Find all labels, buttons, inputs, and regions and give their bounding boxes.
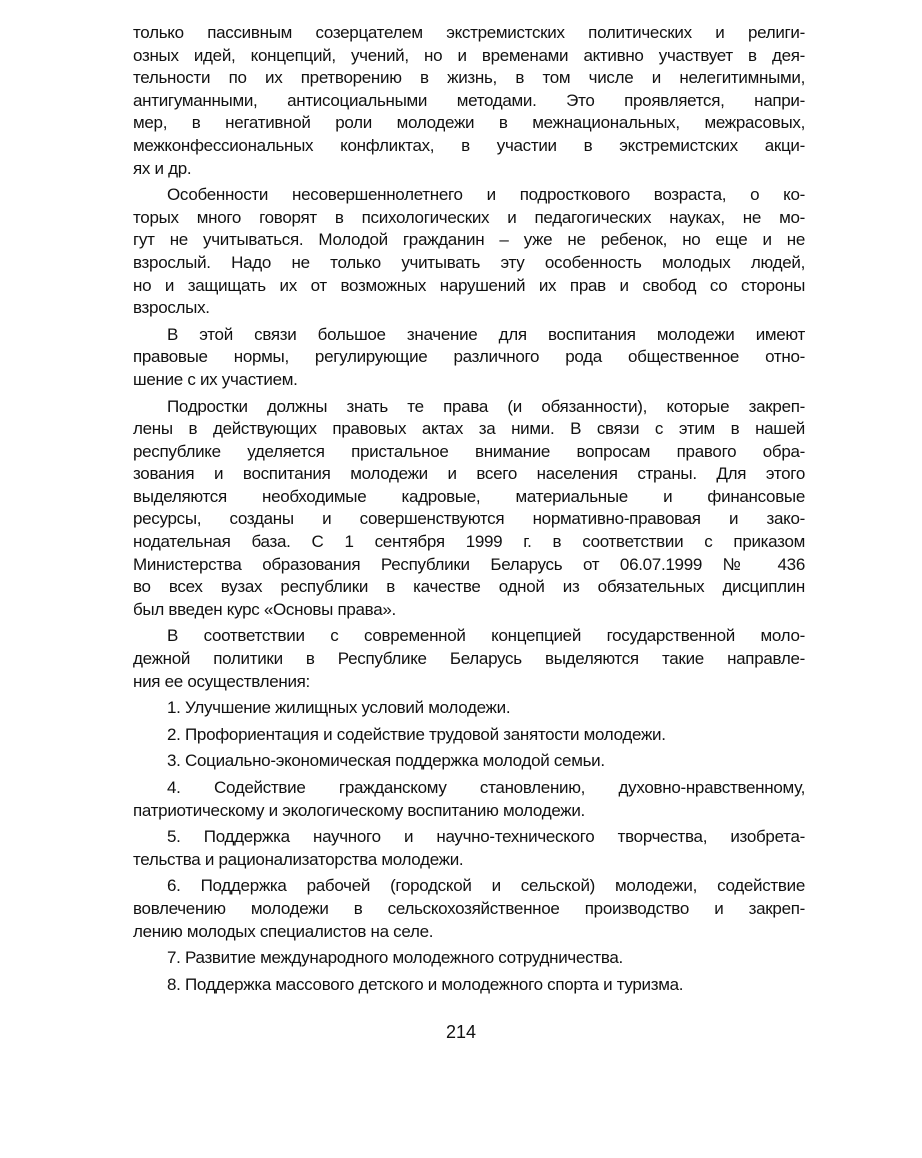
paragraph xyxy=(133,947,805,970)
text-line: ресурсы, созданы и совершенствуются нормативно-правовая и зако- xyxy=(133,509,805,529)
text-line: лены в действующих правовых актах за ними. В связи с этим в нашей xyxy=(133,419,805,439)
page-body xyxy=(133,0,805,996)
text-line: 8. Поддержка массового детского и молодежного спорта и туризма. xyxy=(167,974,684,994)
text-line: мер, в негативной роли молодежи в межнациональных, межрасовых, xyxy=(133,113,805,133)
text-line: тельства и рационализаторства молодежи. xyxy=(133,849,464,869)
text-line: 3. Социально-экономическая поддержка молодой семьи. xyxy=(167,751,605,771)
text-line: В соответствии с современной концепцией государственной моло- xyxy=(167,626,805,646)
text-line: был введен курс «Основы права». xyxy=(133,599,396,619)
text-line: межконфессиональных конфликтах, в участии в экстремистских акци- xyxy=(133,135,805,155)
paragraph xyxy=(133,396,805,622)
paragraph xyxy=(133,625,805,693)
paragraph xyxy=(133,777,805,822)
text-line: во всех вузах республики в качестве одной из обязательных дисциплин xyxy=(133,577,805,597)
text-line: 6. Поддержка рабочей (городской и сельской) молодежи, содействие xyxy=(167,876,805,896)
text-line: В этой связи большое значение для воспитания молодежи имеют xyxy=(167,324,805,344)
text-line: 4. Содействие гражданскому становлению, духовно-нравственному, xyxy=(167,778,805,797)
text-line: озных идей, концепций, учений, но и временами активно участвует в дея- xyxy=(133,45,805,65)
paragraph xyxy=(133,22,805,180)
text-line: взрослых. xyxy=(133,298,210,318)
text-line: Особенности несовершеннолетнего и подросткового возраста, о ко- xyxy=(167,185,805,205)
page-number: 214 xyxy=(445,1022,477,1043)
paragraph xyxy=(133,826,805,871)
paragraph xyxy=(133,974,805,997)
text-line: гут не учитываться. Молодой гражданин – уже не ребенок, но еще и не xyxy=(133,230,805,250)
text-line: только пассивным созерцателем экстремистских политических и религи- xyxy=(133,23,805,42)
text-line: ях и др. xyxy=(133,158,192,178)
text-line: зования и воспитания молодежи и всего населения страны. Для этого xyxy=(133,464,805,484)
paragraph xyxy=(133,875,805,943)
text-line: взрослый. Надо не только учитывать эту особенность молодых людей, xyxy=(133,252,805,272)
text-line: выделяются необходимые кадровые, материальные и финансовые xyxy=(133,486,805,506)
text-line: 1. Улучшение жилищных условий молодежи. xyxy=(167,698,511,718)
paragraph xyxy=(133,324,805,392)
text-line: но и защищать их от возможных нарушений их прав и свобод со стороны xyxy=(133,275,805,295)
text-line: лению молодых специалистов на селе. xyxy=(133,921,434,941)
text-line: шение с их участием. xyxy=(133,369,298,389)
text-line: Подростки должны знать те права (и обязанности), которые закреп- xyxy=(167,396,805,416)
text-line: торых много говорят в психологических и педагогических науках, не мо- xyxy=(133,207,805,227)
text-line: республике уделяется пристальное внимание вопросам правого обра- xyxy=(133,441,805,461)
text-line: патриотическому и экологическому воспитанию молодежи. xyxy=(133,800,585,820)
paragraph xyxy=(133,724,805,747)
text-line: нодательная база. С 1 сентября 1999 г. в соответствии с приказом xyxy=(133,532,805,552)
paragraph xyxy=(133,697,805,720)
paragraph xyxy=(133,184,805,320)
text-line: антигуманными, антисоциальными методами. Это проявляется, напри- xyxy=(133,90,805,110)
text-line: правовые нормы, регулирующие различного рода общественное отно- xyxy=(133,347,805,367)
text-line: вовлечению молодежи в сельскохозяйственное производство и закреп- xyxy=(133,898,805,918)
text-line: дежной политики в Республике Беларусь выделяются такие направле- xyxy=(133,649,805,669)
text-line: 7. Развитие международного молодежного сотрудничества. xyxy=(167,948,623,968)
text-line: 2. Профориентация и содействие трудовой занятости молодежи. xyxy=(167,724,666,744)
text-line: ния ее осуществления: xyxy=(133,671,310,691)
text-line: Министерства образования Республики Беларусь от 06.07.1999 № 436 xyxy=(133,554,805,574)
text-line: 5. Поддержка научного и научно-технического творчества, изобрета- xyxy=(167,827,805,847)
text-line: тельности по их претворению в жизнь, в том числе и нелегитимными, xyxy=(133,68,805,88)
paragraph xyxy=(133,750,805,773)
